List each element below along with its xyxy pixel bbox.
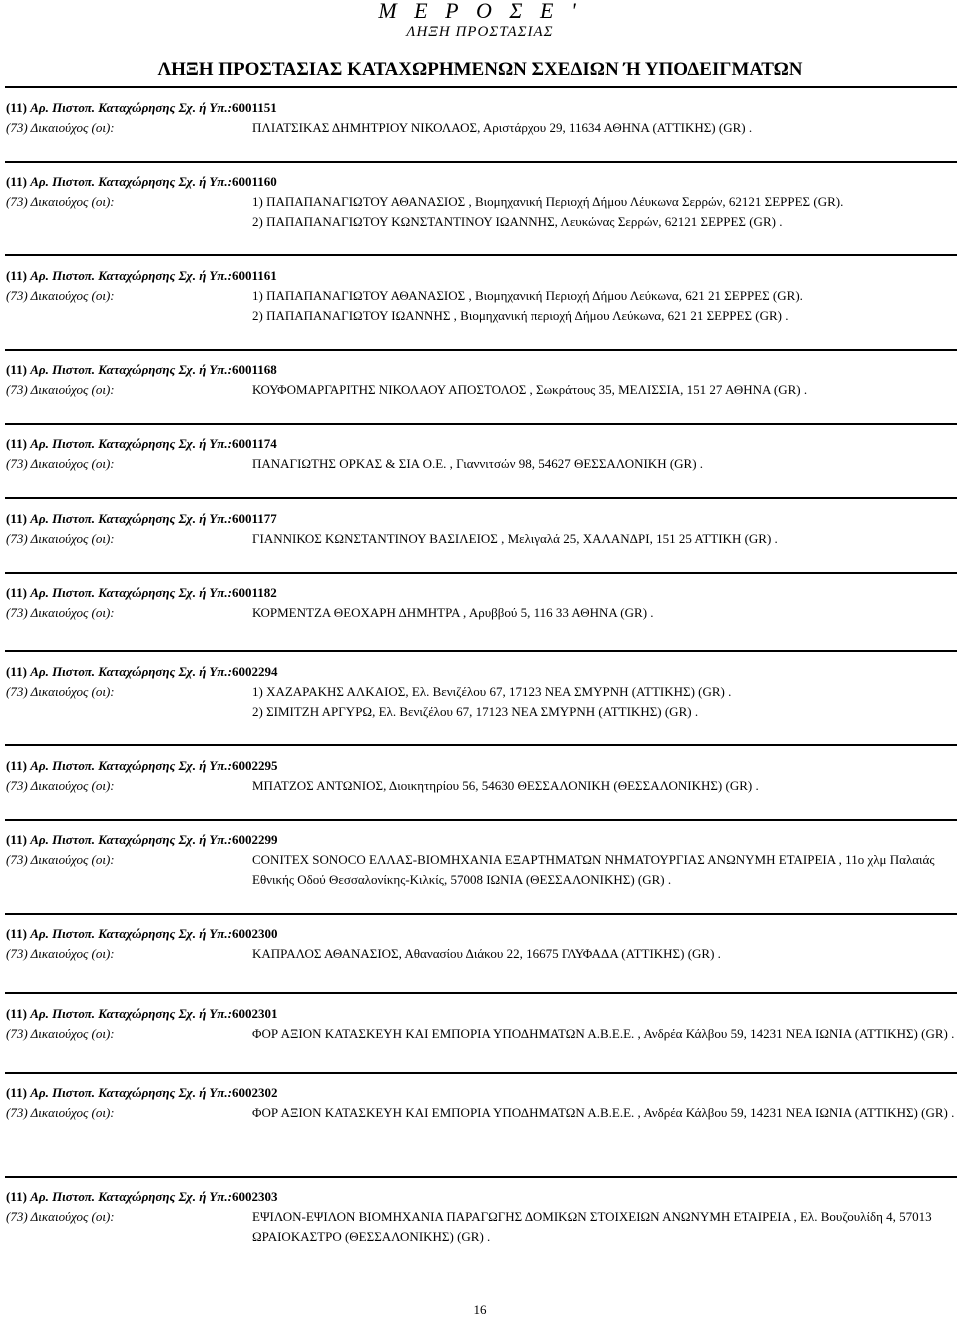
registration-number: 6002300 bbox=[231, 926, 278, 941]
separator-rule bbox=[5, 1176, 957, 1178]
registration-number-line bbox=[6, 662, 956, 682]
part-subtitle: ΛΗΞΗ ΠΡΟΣΤΑΣΙΑΣ bbox=[406, 24, 554, 40]
owner-label: (73) Δικαιούχος (οι): bbox=[6, 194, 115, 209]
field-code-11: (11) bbox=[6, 436, 27, 451]
owner-details: 2) ΠΑΠΑΠΑΝΑΓΙΩΤΟΥ ΙΩΑΝΝΗΣ , Βιομηχανική περιοχή Δήμου Λεύκωνα, 621 21 ΣΕΡΡΕΣ (GR) . bbox=[252, 308, 789, 323]
field-code-11: (11) bbox=[6, 1085, 27, 1100]
registration-number: 6001160 bbox=[231, 174, 277, 189]
field-code-11: (11) bbox=[6, 926, 27, 941]
registration-number: 6001168 bbox=[231, 362, 277, 377]
separator-rule bbox=[5, 819, 957, 821]
registration-label: Αρ. Πιστοπ. Καταχώρησης Σχ. ή Υπ.: bbox=[30, 1189, 232, 1204]
owner-details: ΦΟΡ ΑΞΙΟΝ ΚΑΤΑΣΚΕΥΗ ΚΑΙ ΕΜΠΟΡΙΑ ΥΠΟΔΗΜΑΤΩΝ Α.Β.Ε.Ε. , Ανδρέα Κάλβου 59, 14231 ΝΕΑ ΙΩΝΙΑ (ΑΤΤΙΚΗΣ) (GR) . bbox=[252, 1105, 955, 1120]
owner-details: ΠΛΙΑΤΣΙΚΑΣ ΔΗΜΗΤΡΙΟΥ ΝΙΚΟΛΑΟΣ, Αριστάρχου 29, 11634 ΑΘΗΝΑ (ΑΤΤΙΚΗΣ) (GR) . bbox=[252, 120, 753, 135]
owner-details: 1) ΠΑΠΑΠΑΝΑΓΙΩΤΟΥ ΑΘΑΝΑΣΙΟΣ , Βιομηχανική Περιοχή Δήμου Λεύκωνα, 621 21 ΣΕΡΡΕΣ (GR). bbox=[252, 288, 803, 303]
registration-number-line bbox=[6, 1004, 956, 1024]
field-code-11: (11) bbox=[6, 832, 27, 847]
registration-label: Αρ. Πιστοπ. Καταχώρησης Σχ. ή Υπ.: bbox=[30, 1085, 232, 1100]
owner-row bbox=[6, 1024, 956, 1064]
registration-label: Αρ. Πιστοπ. Καταχώρησης Σχ. ή Υπ.: bbox=[30, 758, 232, 773]
separator-rule bbox=[5, 497, 957, 499]
registry-entry bbox=[6, 583, 956, 623]
field-code-11: (11) bbox=[6, 174, 27, 189]
registration-number: 6002301 bbox=[231, 1006, 278, 1021]
registration-label: Αρ. Πιστοπ. Καταχώρησης Σχ. ή Υπ.: bbox=[30, 436, 232, 451]
registry-entry bbox=[6, 1004, 956, 1064]
owner-label: (73) Δικαιούχος (οι): bbox=[6, 1026, 115, 1041]
registration-number: 6001151 bbox=[231, 100, 277, 115]
registration-number-line bbox=[6, 756, 956, 776]
registration-number-line bbox=[6, 1187, 956, 1207]
registration-number-line bbox=[6, 98, 956, 118]
owner-row bbox=[6, 1103, 956, 1143]
separator-rule bbox=[5, 744, 957, 746]
owner-row bbox=[6, 380, 956, 400]
owner-label: (73) Δικαιούχος (οι): bbox=[6, 120, 115, 135]
owner-label: (73) Δικαιούχος (οι): bbox=[6, 605, 115, 620]
owner-details: 2) ΣΙΜΙΤΖΗ ΑΡΓΥΡΩ, Ελ. Βενιζέλου 67, 17123 ΝΕΑ ΣΜΥΡΝΗ (ΑΤΤΙΚΗΣ) (GR) . bbox=[252, 704, 699, 719]
registry-entry bbox=[6, 509, 956, 549]
owner-label: (73) Δικαιούχος (οι): bbox=[6, 852, 115, 867]
field-code-11: (11) bbox=[6, 100, 27, 115]
registration-number: 6001174 bbox=[231, 436, 277, 451]
registry-entry bbox=[6, 1187, 956, 1247]
registry-entry bbox=[6, 360, 956, 400]
part-title: Μ Ε Ρ Ο Σ Ε ' bbox=[378, 0, 582, 23]
owner-label: (73) Δικαιούχος (οι): bbox=[6, 288, 115, 303]
registry-entry bbox=[6, 434, 956, 474]
page-number: 16 bbox=[473, 1302, 487, 1317]
registration-number-line bbox=[6, 1083, 956, 1103]
registration-number-line bbox=[6, 583, 956, 603]
registry-entry bbox=[6, 1083, 956, 1143]
owner-label: (73) Δικαιούχος (οι): bbox=[6, 778, 115, 793]
owner-details: ΚΟΡΜΕΝΤΖΑ ΘΕΟΧΑΡΗ ΔΗΜΗΤΡΑ , Αρυββού 5, 116 33 ΑΘΗΝΑ (GR) . bbox=[252, 605, 654, 620]
field-code-11: (11) bbox=[6, 758, 27, 773]
registration-number: 6002294 bbox=[231, 664, 278, 679]
registration-number-line bbox=[6, 434, 956, 454]
registration-number: 6002302 bbox=[231, 1085, 278, 1100]
owner-label: (73) Δικαιούχος (οι): bbox=[6, 531, 115, 546]
owner-row bbox=[6, 118, 956, 138]
registration-number-line bbox=[6, 266, 956, 286]
registration-label: Αρ. Πιστοπ. Καταχώρησης Σχ. ή Υπ.: bbox=[30, 832, 232, 847]
separator-rule bbox=[5, 572, 957, 574]
owner-details: ΚΑΠΡΑΛΟΣ ΑΘΑΝΑΣΙΟΣ, Αθανασίου Διάκου 22, 16675 ΓΛΥΦΑΔΑ (ΑΤΤΙΚΗΣ) (GR) . bbox=[252, 946, 721, 961]
owner-row bbox=[6, 212, 956, 232]
owner-details: ΓΙΑΝΝΙΚΟΣ ΚΩΝΣΤΑΝΤΙΝΟΥ ΒΑΣΙΛΕΙΟΣ , Μελιγαλά 25, ΧΑΛΑΝΔΡΙ, 151 25 ΑΤΤΙΚΗ (GR) . bbox=[252, 531, 778, 546]
registration-number-line bbox=[6, 830, 956, 850]
separator-rule bbox=[5, 349, 957, 351]
owner-details: ΜΠΑΤΖΟΣ ΑΝΤΩΝΙΟΣ, Διοικητηρίου 56, 54630 ΘΕΣΣΑΛΟΝΙΚΗ (ΘΕΣΣΑΛΟΝΙΚΗΣ) (GR) . bbox=[252, 778, 759, 793]
registration-label: Αρ. Πιστοπ. Καταχώρησης Σχ. ή Υπ.: bbox=[30, 268, 232, 283]
owner-row bbox=[6, 306, 956, 326]
field-code-11: (11) bbox=[6, 1006, 27, 1021]
registration-label: Αρ. Πιστοπ. Καταχώρησης Σχ. ή Υπ.: bbox=[30, 1006, 232, 1021]
owner-row bbox=[6, 702, 956, 722]
registration-label: Αρ. Πιστοπ. Καταχώρησης Σχ. ή Υπ.: bbox=[30, 174, 232, 189]
registration-number-line bbox=[6, 172, 956, 192]
registration-label: Αρ. Πιστοπ. Καταχώρησης Σχ. ή Υπ.: bbox=[30, 100, 232, 115]
registration-number: 6001177 bbox=[231, 511, 277, 526]
owner-details: 1) ΧΑΖΑΡΑΚΗΣ ΑΛΚΑΙΟΣ, Ελ. Βενιζέλου 67, 17123 ΝΕΑ ΣΜΥΡΝΗ (ΑΤΤΙΚΗΣ) (GR) . bbox=[252, 684, 732, 699]
registration-label: Αρ. Πιστοπ. Καταχώρησης Σχ. ή Υπ.: bbox=[30, 362, 232, 377]
registration-number: 6001161 bbox=[231, 268, 277, 283]
owner-row bbox=[6, 454, 956, 474]
owner-label: (73) Δικαιούχος (οι): bbox=[6, 1209, 115, 1224]
registry-entry bbox=[6, 266, 956, 326]
field-code-11: (11) bbox=[6, 511, 27, 526]
registration-number: 6002295 bbox=[231, 758, 278, 773]
owner-row bbox=[6, 529, 956, 549]
registry-entry bbox=[6, 924, 956, 964]
owner-row bbox=[6, 776, 956, 796]
owner-row bbox=[6, 682, 956, 702]
section-heading: ΛΗΞΗ ΠΡΟΣΤΑΣΙΑΣ ΚΑΤΑΧΩΡΗΜΕΝΩΝ ΣΧΕΔΙΩΝ Ή ΥΠΟΔΕΙΓΜΑΤΩΝ bbox=[157, 59, 803, 80]
registry-entry bbox=[6, 98, 956, 138]
owner-row bbox=[6, 850, 956, 890]
owner-label: (73) Δικαιούχος (οι): bbox=[6, 684, 115, 699]
registration-label: Αρ. Πιστοπ. Καταχώρησης Σχ. ή Υπ.: bbox=[30, 664, 232, 679]
owner-details: CONITEX SONOCO ΕΛΛΑΣ-ΒΙΟΜΗΧΑΝΙΑ ΕΞΑΡΤΗΜΑΤΩΝ ΝΗΜΑΤΟΥΡΓΙΑΣ ΑΝΩΝΥΜΗ ΕΤΑΙΡΕΙΑ , 11ο χλμ Παλαιάς Εθνικής Οδού Θεσσαλονίκης-Κιλκίς, 57008 ΙΩΝΙΑ (ΘΕΣΣΑΛΟΝΙΚΗΣ) (GR) . bbox=[252, 852, 935, 887]
owner-row bbox=[6, 603, 956, 623]
field-code-11: (11) bbox=[6, 1189, 27, 1204]
separator-rule bbox=[5, 86, 957, 88]
registration-number: 6002299 bbox=[231, 832, 278, 847]
registration-number: 6002303 bbox=[231, 1189, 278, 1204]
owner-row bbox=[6, 1207, 956, 1247]
separator-rule bbox=[5, 254, 957, 256]
separator-rule bbox=[5, 650, 957, 652]
registration-number-line bbox=[6, 924, 956, 944]
separator-rule bbox=[5, 1072, 957, 1074]
owner-label: (73) Δικαιούχος (οι): bbox=[6, 946, 115, 961]
owner-row bbox=[6, 944, 956, 964]
owner-row bbox=[6, 286, 956, 306]
registration-label: Αρ. Πιστοπ. Καταχώρησης Σχ. ή Υπ.: bbox=[30, 926, 232, 941]
registration-label: Αρ. Πιστοπ. Καταχώρησης Σχ. ή Υπ.: bbox=[30, 585, 232, 600]
owner-row bbox=[6, 192, 956, 212]
owner-details: 2) ΠΑΠΑΠΑΝΑΓΙΩΤΟΥ ΚΩΝΣΤΑΝΤΙΝΟΥ ΙΩΑΝΝΗΣ, Λευκώνας Σερρών, 62121 ΣΕΡΡΕΣ (GR) . bbox=[252, 214, 783, 229]
registry-entry bbox=[6, 830, 956, 890]
field-code-11: (11) bbox=[6, 585, 27, 600]
owner-details: ΕΨΙΛΟΝ-ΕΨΙΛΟΝ ΒΙΟΜΗΧΑΝΙΑ ΠΑΡΑΓΩΓΗΣ ΔΟΜΙΚΩΝ ΣΤΟΙΧΕΙΩΝ ΑΝΩΝΥΜΗ ΕΤΑΙΡΕΙΑ , Ελ. Βουζουλίδη 4, 57013 ΩΡΑΙΟΚΑΣΤΡΟ (ΘΕΣΣΑΛΟΝΙΚΗΣ) (GR) . bbox=[252, 1209, 932, 1244]
field-code-11: (11) bbox=[6, 268, 27, 283]
registry-entry bbox=[6, 172, 956, 232]
separator-rule bbox=[5, 992, 957, 994]
owner-details: ΦΟΡ ΑΞΙΟΝ ΚΑΤΑΣΚΕΥΗ ΚΑΙ ΕΜΠΟΡΙΑ ΥΠΟΔΗΜΑΤΩΝ Α.Β.Ε.Ε. , Ανδρέα Κάλβου 59, 14231 ΝΕΑ ΙΩΝΙΑ (ΑΤΤΙΚΗΣ) (GR) . bbox=[252, 1026, 955, 1041]
owner-details: ΚΟΥΦΟΜΑΡΓΑΡΙΤΗΣ ΝΙΚΟΛΑΟΥ ΑΠΟΣΤΟΛΟΣ , Σωκράτους 35, ΜΕΛΙΣΣΙΑ, 151 27 ΑΘΗΝΑ (GR) . bbox=[252, 382, 808, 397]
registration-label: Αρ. Πιστοπ. Καταχώρησης Σχ. ή Υπ.: bbox=[30, 511, 232, 526]
owner-details: 1) ΠΑΠΑΠΑΝΑΓΙΩΤΟΥ ΑΘΑΝΑΣΙΟΣ , Βιομηχανική Περιοχή Δήμου Λέυκωνα Σερρών, 62121 ΣΕΡΡΕΣ (GR). bbox=[252, 194, 844, 209]
registry-entry bbox=[6, 662, 956, 722]
field-code-11: (11) bbox=[6, 362, 27, 377]
owner-label: (73) Δικαιούχος (οι): bbox=[6, 382, 115, 397]
owner-label: (73) Δικαιούχος (οι): bbox=[6, 1105, 115, 1120]
owner-details: ΠΑΝΑΓΙΩΤΗΣ ΟΡΚΑΣ & ΣΙΑ Ο.Ε. , Γιαννιτσών 98, 54627 ΘΕΣΣΑΛΟΝΙΚΗ (GR) . bbox=[252, 456, 704, 471]
registration-number-line bbox=[6, 360, 956, 380]
field-code-11: (11) bbox=[6, 664, 27, 679]
separator-rule bbox=[5, 423, 957, 425]
separator-rule bbox=[5, 913, 957, 915]
registry-entry bbox=[6, 756, 956, 796]
separator-rule bbox=[5, 161, 957, 163]
registration-number: 6001182 bbox=[231, 585, 277, 600]
registration-number-line bbox=[6, 509, 956, 529]
owner-label: (73) Δικαιούχος (οι): bbox=[6, 456, 115, 471]
